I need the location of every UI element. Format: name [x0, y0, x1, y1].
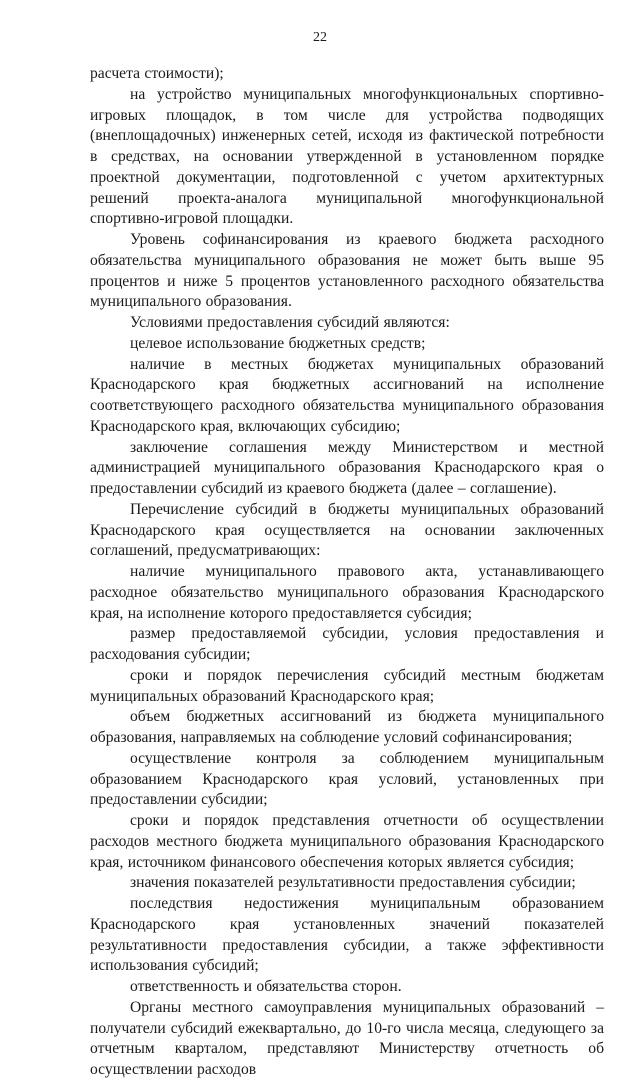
paragraph-1: расчета стоимости); [90, 65, 224, 82]
paragraph-10: размер предоставляемой субсидии, условия предоставления и расходования субсидии; [90, 625, 604, 663]
paragraph-12: объем бюджетных ассигнований из бюджета муниципального образования, направляемых на соблюдение условий софинансирования; [90, 708, 604, 746]
paragraph-13: осуществление контроля за соблюдением муниципальным образованием Краснодарского края условий, установленных при предоставлении субсидии; [90, 749, 604, 809]
page-number: 22 [313, 30, 327, 45]
paragraph-14: сроки и порядок представления отчетности об осуществлении расходов местного бюджета муниципального образования Краснодарского края, источником финансового обеспечения которых является субсидия; [90, 812, 604, 871]
paragraph-2: на устройство муниципальных многофункциональных спортивно-игровых площадок, в том числе для устройства подводящих (внеплощадочных) инженерных сетей, исходя из фактической потребности в средствах, на основании утвержденной в установленном порядке проектной документации, подготовленной с учетом архитектурных решений проекта-аналога муниципальной многофункциональной спортивно-игровой площадки. [90, 85, 604, 228]
paragraph-8: Перечисление субсидий в бюджеты муниципальных образований Краснодарского края осуществляется на основании заключенных соглашений, предусматривающих: [90, 500, 604, 560]
paragraph-3: Уровень софинансирования из краевого бюджета расходного обязательства муниципального образования не может быть выше 95 процентов и ниже 5 процентов установленного расходного обязательства муниципального образования. [90, 231, 604, 311]
paragraph-4: Условиями предоставления субсидий являются: [130, 314, 450, 331]
body-text [90, 64, 604, 1081]
paragraph-16: последствия недостижения муниципальным образованием Краснодарского края установленных значений показателей результативности предоставления субсидии, а также эффективности использования субсидий; [90, 895, 604, 975]
paragraph-7: заключение соглашения между Министерством и местной администрацией муниципального образования Краснодарского края о предоставлении субсидий из краевого бюджета (далее – соглашение). [90, 438, 604, 497]
paragraph-18: Органы местного самоуправления муниципальных образований – получатели субсидий ежеквартально, до 10-го числа месяца, следующего за отчетным кварталом, представляют Министерству отчетность об осуществлении расходов [90, 998, 604, 1078]
paragraph-17: ответственность и обязательства сторон. [130, 978, 402, 995]
paragraph-6: наличие в местных бюджетах муниципальных образований Краснодарского края бюджетных ассигнований на исполнение соответствующего расходного обязательства муниципального образования Краснодарского края, включающих субсидию; [90, 355, 604, 435]
paragraph-15: значения показателей результативности предоставления субсидии; [130, 874, 576, 892]
paragraph-9: наличие муниципального правового акта, устанавливающего расходное обязательство муниципального образования Краснодарского края, на исполнение которого предоставляется субсидия; [90, 563, 604, 622]
paragraph-5: целевое использование бюджетных средств; [130, 334, 426, 352]
paragraph-11: сроки и порядок перечисления субсидий местным бюджетам муниципальных образований Краснодарского края; [90, 666, 604, 705]
